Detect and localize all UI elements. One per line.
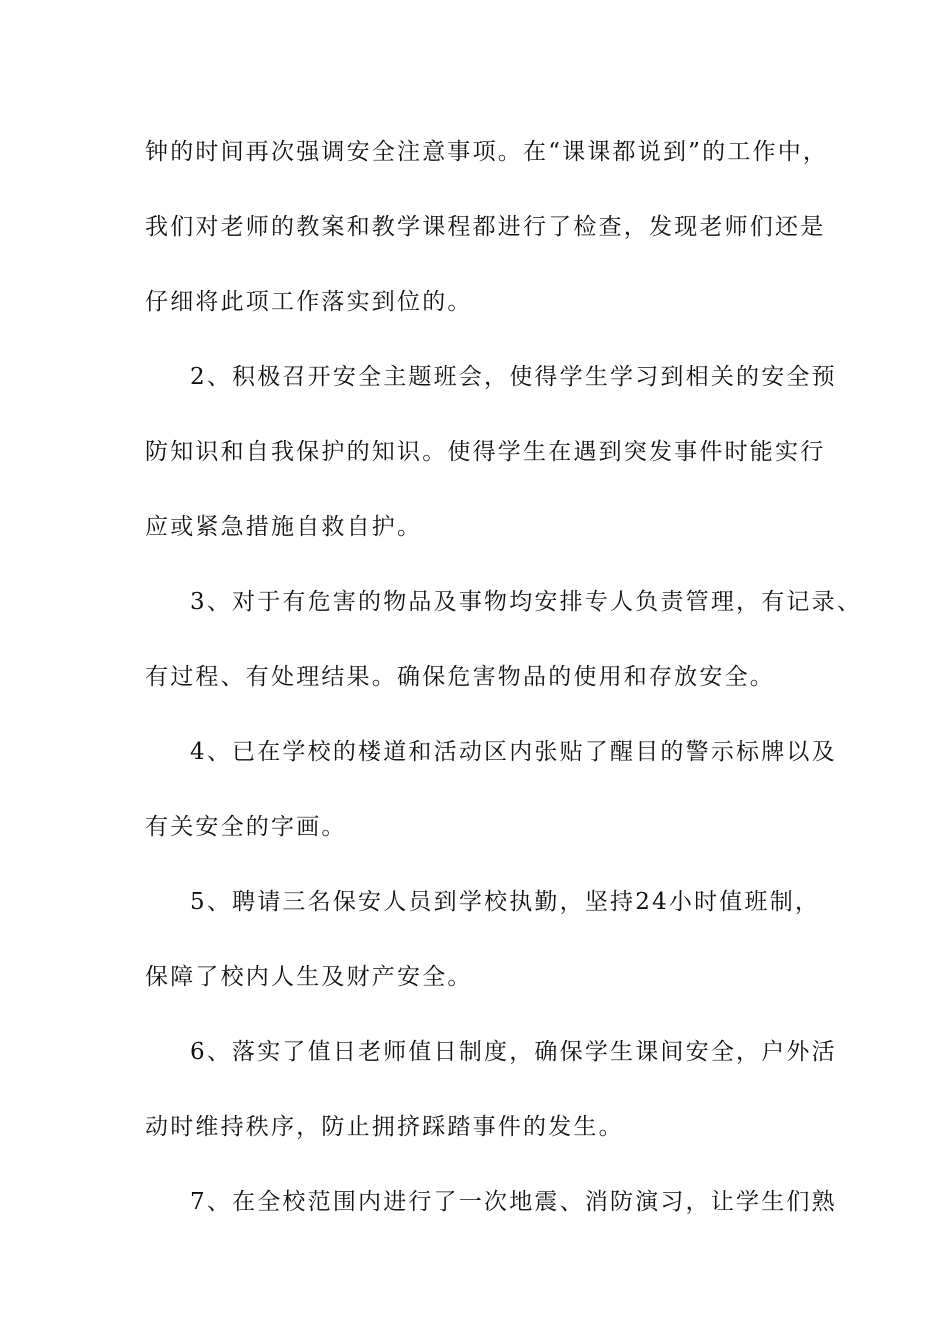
text-line: 仔细将此项工作落实到位的。 bbox=[145, 289, 473, 315]
paragraph-5-start: 5、聘请三名保安人员到学校执勤，坚持24小时值班制， bbox=[190, 889, 821, 915]
text-line: 应或紧急措施自救自护。 bbox=[145, 514, 423, 540]
paragraph-3-start: 3、对于有危害的物品及事物均安排专人负责管理，有记录、 bbox=[190, 589, 863, 615]
text-line: 防知识和自我保护的知识。使得学生在遇到突发事件时能实行 bbox=[145, 439, 826, 465]
text-line: 保障了校内人生及财产安全。 bbox=[145, 964, 473, 990]
paragraph-7-start: 7、在全校范围内进行了一次地震、消防演习，让学生们熟 bbox=[190, 1189, 837, 1215]
text-line: 有过程、有处理结果。确保危害物品的使用和存放安全。 bbox=[145, 664, 775, 690]
paragraph-4-start: 4、已在学校的楼道和活动区内张贴了醒目的警示标牌以及 bbox=[190, 739, 837, 765]
text-line: 我们对老师的教案和教学课程都进行了检查，发现老师们还是 bbox=[145, 214, 826, 240]
text-line: 动时维持秩序，防止拥挤踩踏事件的发生。 bbox=[145, 1114, 624, 1140]
text-line: 钟的时间再次强调安全注意事项。在“课课都说到”的工作中， bbox=[145, 139, 829, 165]
paragraph-6-start: 6、落实了值日老师值日制度，确保学生课间安全，户外活 bbox=[190, 1039, 837, 1065]
paragraph-2-start: 2、积极召开安全主题班会，使得学生学习到相关的安全预 bbox=[190, 364, 837, 390]
text-line: 有关安全的字画。 bbox=[145, 814, 347, 840]
